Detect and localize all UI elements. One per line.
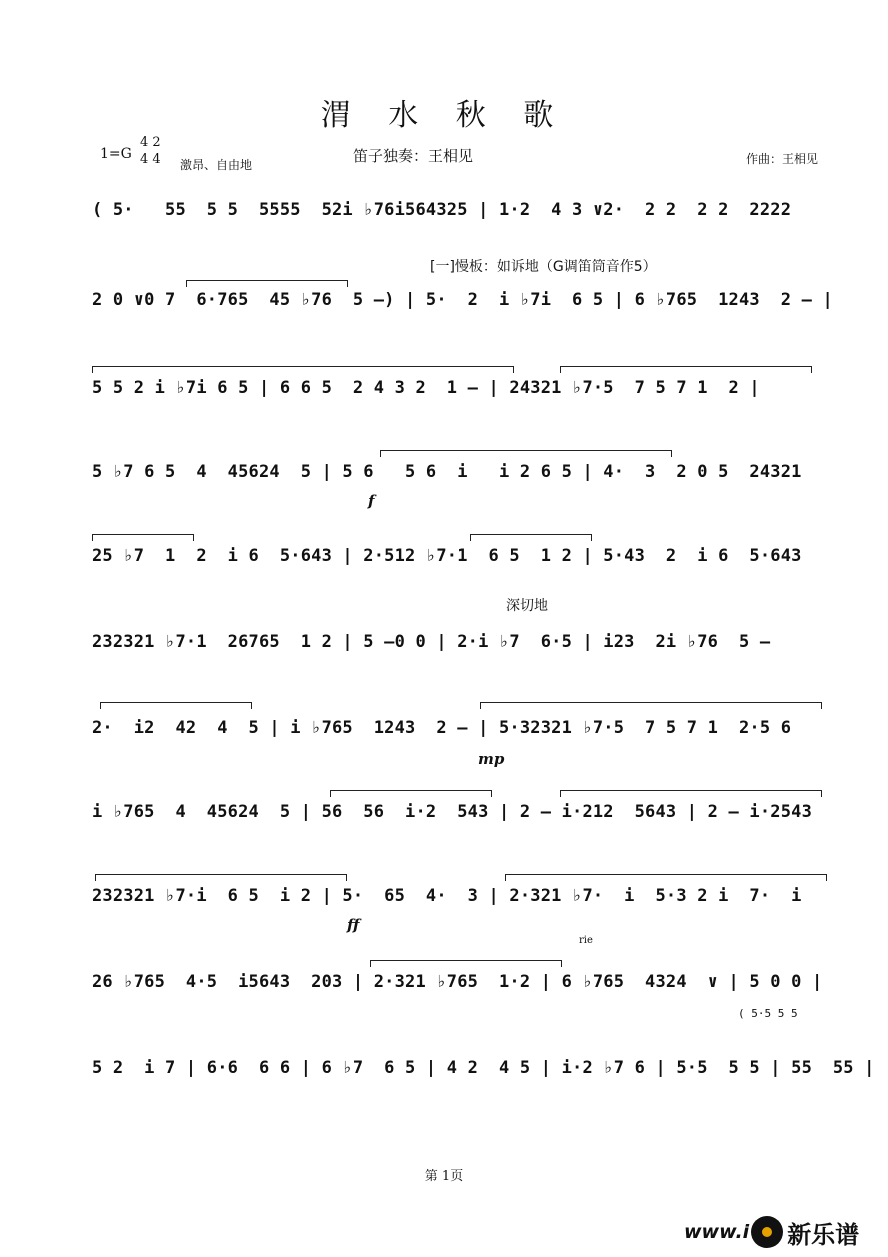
site-url: www.i: [684, 1221, 750, 1243]
slur: [560, 790, 822, 797]
brand-name: 新乐谱: [787, 1220, 860, 1249]
meter-top: 4 2: [140, 135, 161, 150]
slur: [92, 366, 514, 373]
slur: [480, 702, 822, 709]
key-signature: 1=G: [100, 146, 132, 162]
slur: [100, 702, 252, 709]
slur: [505, 874, 827, 881]
site-logo[interactable]: [684, 1214, 859, 1250]
score-line-8: i ♭765 4 45624 5 | 56 56 i·2 543 | 2 – i·212 5643 | 2 – i·2543: [92, 802, 813, 822]
meter-bottom: 4 4: [140, 152, 161, 167]
slur: [330, 790, 492, 797]
slur: [370, 960, 562, 967]
subtitle: 笛子独奏：王相见: [353, 147, 474, 165]
score-line-5: 25 ♭7 1 2 i 6 5·643 | 2·512 ♭7·1 6 5 1 2 | 5·43 2 i 6 5·643: [92, 546, 802, 566]
score-line-2: 2 0 ∨0 7 6·765 45 ♭76 5 –) | 5· 2 i ♭7i 6 5 | 6 ♭765 1243 2 – |: [92, 290, 833, 310]
page-number: 第 1页: [424, 1169, 464, 1184]
small-grace-notes: ( 5·5 5 5: [738, 1007, 798, 1020]
score-line-10: 26 ♭765 4·5 i5643 203 | 2·321 ♭765 1·2 | 6 ♭765 4324 ∨ | 5 0 0 |: [92, 972, 823, 992]
score-line-6: 232321 ♭7·1 26765 1 2 | 5 –0 0 | 2·i ♭7 6·5 | i23 2i ♭76 5 –: [92, 632, 771, 652]
composer-credit: 作曲：王相见: [746, 152, 819, 166]
score-line-11: 5 2 i 7 | 6·6 6 6 | 6 ♭7 6 5 | 4 2 4 5 | i·2 ♭7 6 | 5·5 5 5 | 55 55 |: [92, 1058, 875, 1078]
record-disc-icon: [751, 1216, 783, 1248]
score-line-1: ( 5· 55 5 5 5555 52i ♭76i564325 | 1·2 4 3 ∨2· 2 2 2 2 2222: [92, 200, 792, 220]
annotation-rie: rie: [579, 935, 593, 946]
slur: [470, 534, 592, 541]
section-heading-deep: 深切地: [506, 598, 548, 614]
dynamic-forte: f: [368, 492, 375, 510]
score-line-4: 5 ♭7 6 5 4 45624 5 | 5 6 5 6 i i 2 6 5 | 4· 3 2 0 5 24321: [92, 462, 802, 482]
score-line-3: 5 5 2 i ♭7i 6 5 | 6 6 5 2 4 3 2 1 – | 24321 ♭7·5 7 5 7 1 2 |: [92, 378, 760, 398]
time-signature: [140, 134, 161, 168]
section-heading-slow: [一]慢板：如诉地（G调笛筒音作5）: [430, 259, 657, 275]
score-line-7: 2· i2 42 4 5 | i ♭765 1243 2 – | 5·32321 ♭7·5 7 5 7 1 2·5 6: [92, 718, 792, 738]
tempo-marking: 激昂、自由地: [180, 158, 253, 172]
slur: [186, 280, 348, 287]
slur: [560, 366, 812, 373]
slur: [380, 450, 672, 457]
slur: [92, 534, 194, 541]
score-title: 渭 水 秋 歌: [320, 98, 568, 133]
dynamic-fortissimo: ff: [347, 916, 360, 934]
score-line-9: 232321 ♭7·i 6 5 i 2 | 5· 65 4· 3 | 2·321 ♭7· i 5·3 2 i 7· i: [92, 886, 802, 906]
dynamic-mezzo-piano: mp: [478, 750, 505, 768]
slur: [95, 874, 347, 881]
